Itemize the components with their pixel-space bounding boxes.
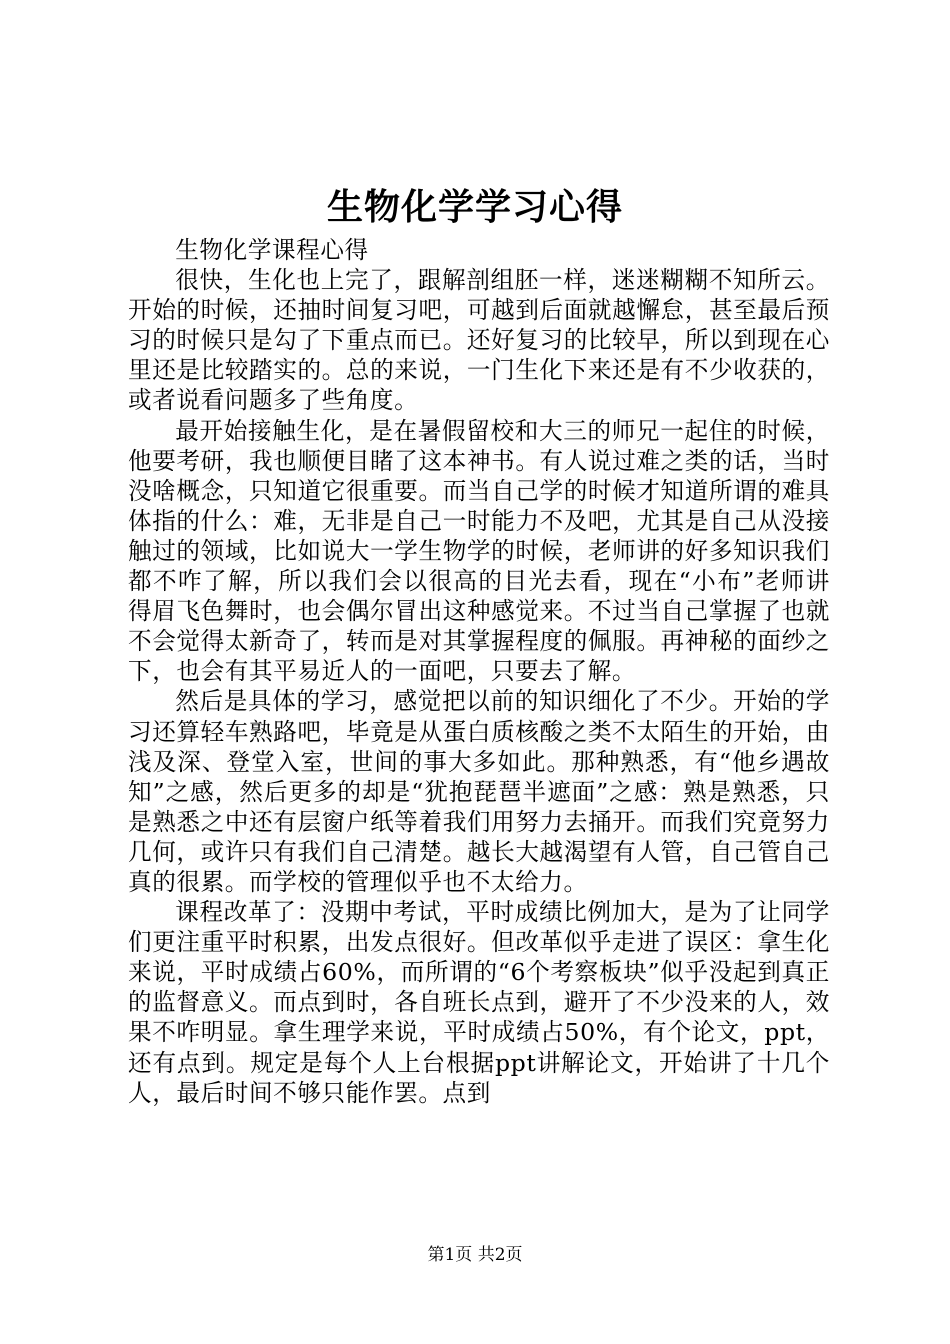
subtitle-paragraph: 生物化学课程心得 [175,236,369,264]
page-number-footer: 第1页 共2页 [427,1245,523,1265]
body-paragraph: 很快，生化也上完了，跟解剖组胚一样，迷迷糊糊不知所云。开始的时候，还抽时间复习吧，可越到后面就越懈怠，甚至最后预习的时候只是勾了下重点而已。还好复习的比较早，所以到现在心里还是比较踏实的。总的来说，一门生化下来还是有不少收获的，或者说看问题多了些角度。 [128,266,830,415]
document-title: 生物化学学习心得 [326,186,623,228]
body-paragraph: 然后是具体的学习，感觉把以前的知识细化了不少。开始的学习还算轻车熟路吧，毕竟是从蛋白质核酸之类不太陌生的开始，由浅及深、登堂入室，世间的事大多如此。那种熟悉，有“他乡遇故知”之感，然后更多的却是“犹抱琵琶半遮面”之感：熟是熟悉，只是熟悉之中还有层窗户纸等着我们用努力去捅开。而我们究竟努力几何，或许只有我们自己清楚。越长大越渴望有人管，自己管自己真的很累。而学校的管理似乎也不太给力。 [128,687,830,896]
document-body [128,235,830,1108]
body-paragraph: 课程改革了：没期中考试，平时成绩比例加大，是为了让同学们更注重平时积累，出发点很好。但改革似乎走进了误区：拿生化来说，平时成绩占60%，而所谓的“6个考察板块”似乎没起到真正的监督意义。而点到时，各自班长点到，避开了不少没来的人，效果不咋明显。拿生理学来说，平时成绩占50%，有个论文，ppt，还有点到。规定是每个人上台根据ppt讲解论文，开始讲了十几个人，最后时间不够只能作罢。点到 [128,898,830,1107]
body-paragraph: 最开始接触生化，是在暑假留校和大三的师兄一起住的时候，他要考研，我也顺便目睹了这本神书。有人说过难之类的话，当时没啥概念，只知道它很重要。而当自己学的时候才知道所谓的难具体指的什么：难，无非是自己一时能力不及吧，尤其是自己从没接触过的领域，比如说大一学生物学的时候，老师讲的好多知识我们都不咋了解，所以我们会以很高的目光去看，现在“小布”老师讲得眉飞色舞时，也会偶尔冒出这种感觉来。不过当自己掌握了也就不会觉得太新奇了，转而是对其掌握程度的佩服。再神秘的面纱之下，也会有其平易近人的一面吧，只要去了解。 [128,416,830,686]
